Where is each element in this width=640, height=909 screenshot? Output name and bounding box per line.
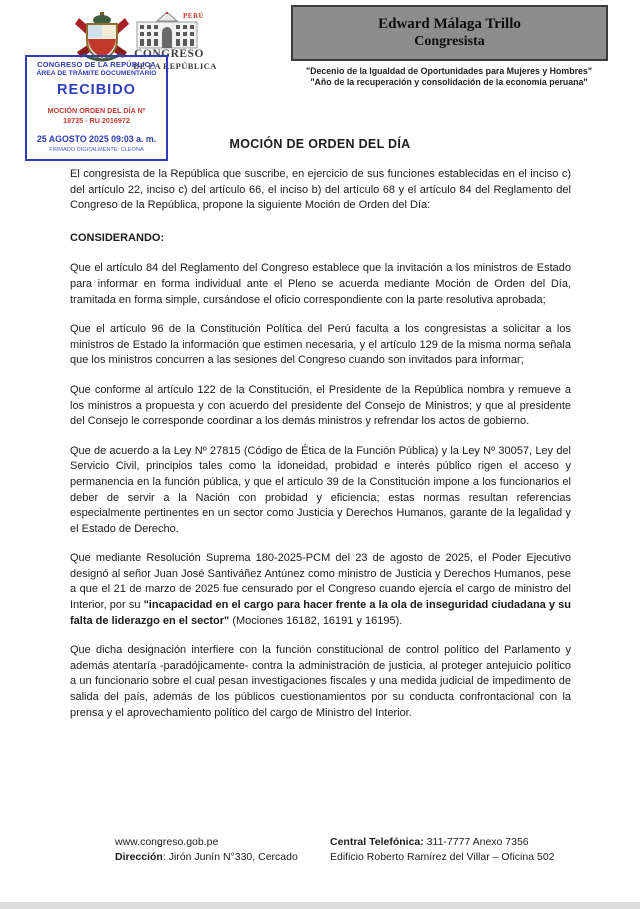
footer-address-label: Dirección xyxy=(115,851,163,863)
considerando-paragraph-4: Que de acuerdo a la Ley Nº 27815 (Código de Ética de la Función Pública) y la Ley Nº 30057, Ley del Servicio Civil, principios tales como la idoneidad, probidad e interés público rigen el acceso y permanencia en la función pública, y que el artículo 39 de la Constitución impone a los funcionarios el deber de servir a la Nación con probidad y eficiencia; estas normas resultan referencias especialmente pertinentes en un sector como Justicia y Derechos Humanos, garante de la legalidad y el Estado de Derecho. xyxy=(70,444,571,535)
considerando-paragraph-3: Que conforme al artículo 122 de la Constitución, el Presidente de la República nombra y remueve a los ministros a propuesta y con acuerdo del presidente del Consejo de Ministros; y que al presidente del Consejo le corresponde coordinar a los demás ministros y refrendar los actos de gobierno. xyxy=(70,383,571,428)
footer-right-column xyxy=(330,835,555,865)
stamp-org: CONGRESO DE LA REPÚBLICA xyxy=(37,60,156,69)
footer-left-column xyxy=(115,835,298,865)
document-title: MOCIÓN DE ORDEN DEL DÍA xyxy=(229,137,411,151)
footer-address-line xyxy=(115,850,298,865)
congressman-name-box xyxy=(291,5,608,61)
congreso-label: CONGRESO xyxy=(134,48,204,60)
footer-phone-line xyxy=(330,835,555,850)
motto-line-2: "Año de la recuperación y consolidación de la economía peruana" xyxy=(310,77,588,87)
stamp-received-label: RECIBIDO xyxy=(57,82,136,98)
closing-paragraph: Que dicha designación interfiere con la función constitucional de control político del Parlamento y además atentaría -paradójicamente- contra la administración de justicia, al proteger antejuicio político a un funcionario sobre el cual pesan investigaciones fiscales y una medida judicial de impedimento de salida del país, además de los públicos cuestionamientos por su conducta confrontacional con la prensa y el aprovechamiento político del cargo de Ministro del Interior. xyxy=(70,644,571,719)
footer-phone-label: Central Telefónica: xyxy=(330,836,424,848)
congressman-role: Congresista xyxy=(414,34,485,49)
reception-stamp xyxy=(25,55,168,161)
footer-phone-value: 311-7777 Anexo 7356 xyxy=(423,836,529,848)
considerando-paragraph-2: Que el artículo 96 de la Constitución Política del Perú faculta a los congresistas a solicitar a los ministros de Estado la información que estimen necesaria, y el artículo 129 de la misma norma señala que los ministros concurren a las sesiones del Congreso cuando son invitados para informar; xyxy=(70,323,571,367)
designation-text-post: (Mociones 16182, 16191 y 16195). xyxy=(229,614,403,627)
designation-text-pre: Que mediante Resolución Suprema 180-2025-PCM del 23 de agosto de 2025, el Poder Ejecutivo designó al señor Juan José Santiváñez Antúnez como ministro de Justicia y Derechos Humanos, pese a que el 21 de marzo de 2025 fue censurado por el Congreso cuando ejercía el cargo de ministro del Interior, por su xyxy=(70,552,571,612)
stamp-signature-note: FIRMADO DIGITALMENTE: CLEONA xyxy=(49,147,144,153)
congressman-name: Edward Málaga Trillo xyxy=(378,16,521,32)
stamp-doc-type: MOCIÓN ORDEN DEL DÍA Nº xyxy=(47,106,146,115)
intro-paragraph: El congresista de la República que suscribe, en ejercicio de sus funciones establecidas en el inciso c) del artículo 22, inciso c) del artículo 66, el inciso b) del artículo 68 y el artículo 84 del Reglamento del Congreso de la República, propone la siguiente Moción de Orden del Día: xyxy=(70,168,571,212)
motto-line-1: "Decenio de la Igualdad de Oportunidades para Mujeres y Hombres" xyxy=(305,66,592,76)
stamp-datetime: 25 AGOSTO 2025 09:03 a. m. xyxy=(36,134,157,144)
footer-building: Edificio Roberto Ramírez del Villar – Oficina 502 xyxy=(330,851,555,863)
official-mottos xyxy=(288,66,610,88)
considerando-heading: CONSIDERANDO: xyxy=(70,231,165,244)
photo-bottom-edge xyxy=(0,902,640,909)
considerando-paragraph-1: Que el artículo 84 del Reglamento del Congreso establece que la invitación a los ministros de Estado para informar en forma individual ante el Pleno se acuerda mediante Moción de Orden del Día, tramitada en forma simple, cursándose el oficio correspondiente con la parte resolutiva aprobada; xyxy=(70,262,571,306)
designation-paragraph xyxy=(70,551,571,629)
stamp-doc-number: 18735 - RU 2016972 xyxy=(63,116,130,125)
designation-censure-quote: "incapacidad en el cargo para hacer frente a la ola de inseguridad ciudadana y su falta de liderazgo en el sector" xyxy=(70,599,572,627)
footer-address-value: : Jirón Junín N°330, Cercado xyxy=(162,851,298,863)
stamp-area: ÁREA DE TRÁMITE DOCUMENTARIO xyxy=(36,70,157,77)
republica-label: DE LA REPÚBLICA xyxy=(133,61,217,71)
peru-label: PERÚ xyxy=(183,12,205,20)
document-body xyxy=(70,167,571,735)
footer-website: www.congreso.gob.pe xyxy=(115,836,219,848)
